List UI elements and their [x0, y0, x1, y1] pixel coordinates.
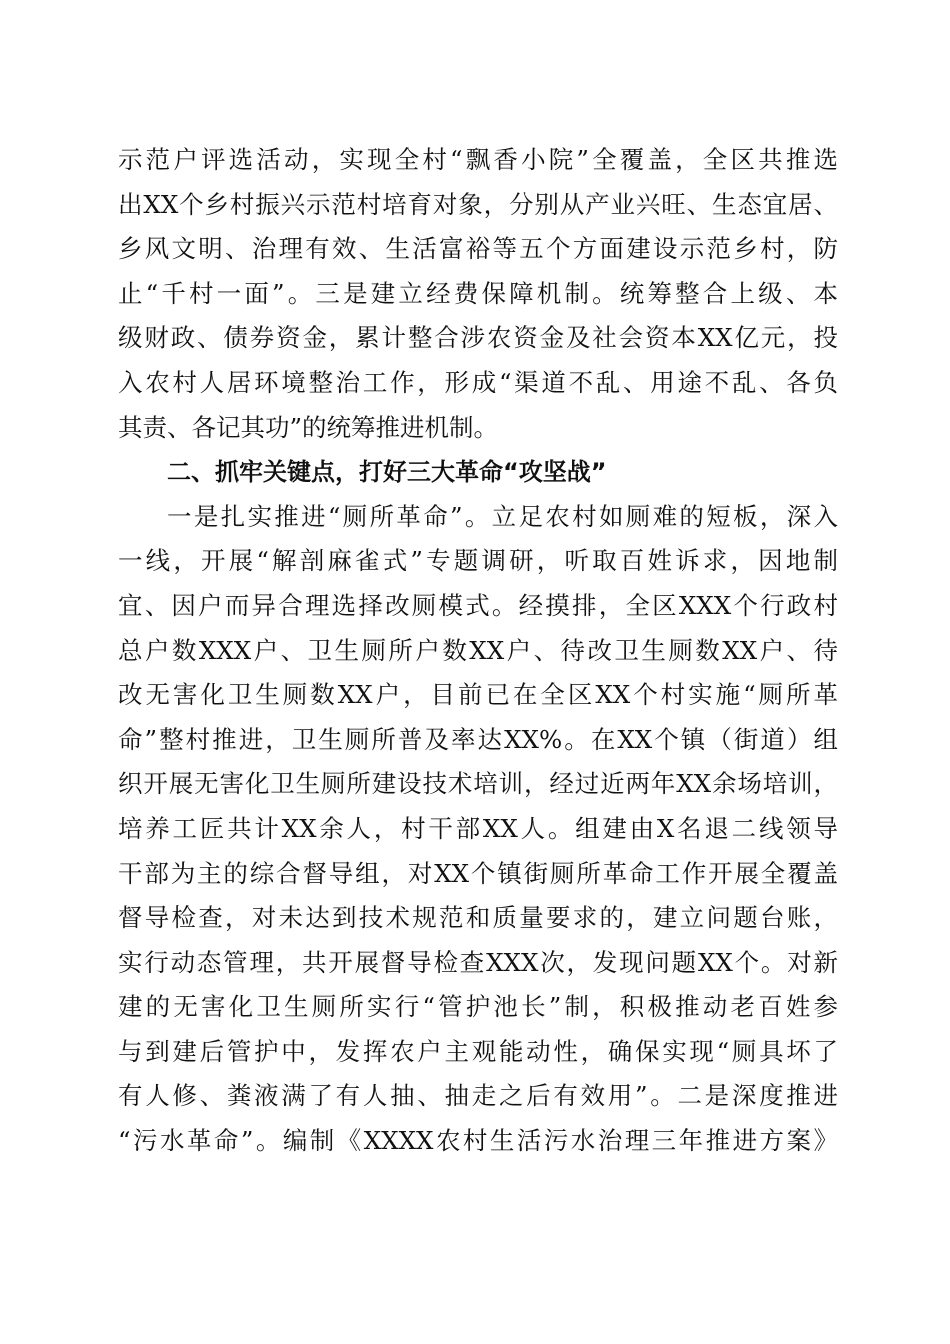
text-line: 一线，开展“解剖麻雀式”专题调研，听取百姓诉求，因地制	[118, 546, 838, 576]
text-line: 与到建后管护中，发挥农户主观能动性，确保实现“厕具坏了	[118, 1036, 838, 1066]
document-body	[118, 138, 838, 1164]
text-line: 建的无害化卫生厕所实行“管护池长”制，积极推动老百姓参	[118, 992, 838, 1022]
text-line: 有人修、粪液满了有人抽、抽走之后有效用”。二是深度推进	[118, 1081, 838, 1111]
paragraph-toilet-revolution	[118, 495, 838, 1164]
text-line: 督导检查，对未达到技术规范和质量要求的，建立问题台账，	[118, 903, 838, 933]
text-line: 出XX个乡村振兴示范村培育对象，分别从产业兴旺、生态宜居、	[118, 189, 838, 219]
text-line: 总户数XXX户、卫生厕所户数XX户、待改卫生厕数XX户、待	[118, 635, 838, 665]
text-line: 宜、因户而异合理选择改厕模式。经摸排，全区XXX个行政村	[118, 590, 838, 620]
text-line: 改无害化卫生厕数XX户，目前已在全区XX个村实施“厕所革	[118, 680, 838, 710]
text-line: 级财政、债券资金，累计整合涉农资金及社会资本XX亿元，投	[118, 323, 838, 353]
text-line: 一是扎实推进“厕所革命”。立足农村如厕难的短板，深入	[167, 501, 838, 531]
section-heading: 二、抓牢关键点，打好三大革命“攻坚战”	[167, 458, 607, 487]
paragraph-economy-mechanism	[118, 138, 838, 450]
text-line: 实行动态管理，共开展督导检查XXX次，发现问题XX个。对新	[118, 947, 838, 977]
text-line: “污水革命”。编制《XXXX农村生活污水治理三年推进方案》	[118, 1126, 838, 1156]
text-line: 干部为主的综合督导组，对XX个镇街厕所革命工作开展全覆盖	[118, 858, 838, 888]
text-line: 命”整村推进，卫生厕所普及率达XX%。在XX个镇（街道）组	[118, 724, 838, 754]
text-line: 培养工匠共计XX余人，村干部XX人。组建由X名退二线领导	[118, 813, 838, 843]
text-line: 织开展无害化卫生厕所建设技术培训，经过近两年XX余场培训，	[118, 769, 838, 799]
text-line: 示范户评选活动，实现全村“飘香小院”全覆盖，全区共推选	[118, 145, 838, 174]
text-line: 入农村人居环境整治工作，形成“渠道不乱、用途不乱、各负	[118, 367, 838, 397]
text-line: 其责、各记其功”的统筹推进机制。	[118, 412, 499, 442]
text-line: 止“千村一面”。三是建立经费保障机制。统筹整合上级、本	[118, 278, 838, 308]
text-line: 乡风文明、治理有效、生活富裕等五个方面建设示范乡村，防	[118, 234, 838, 264]
